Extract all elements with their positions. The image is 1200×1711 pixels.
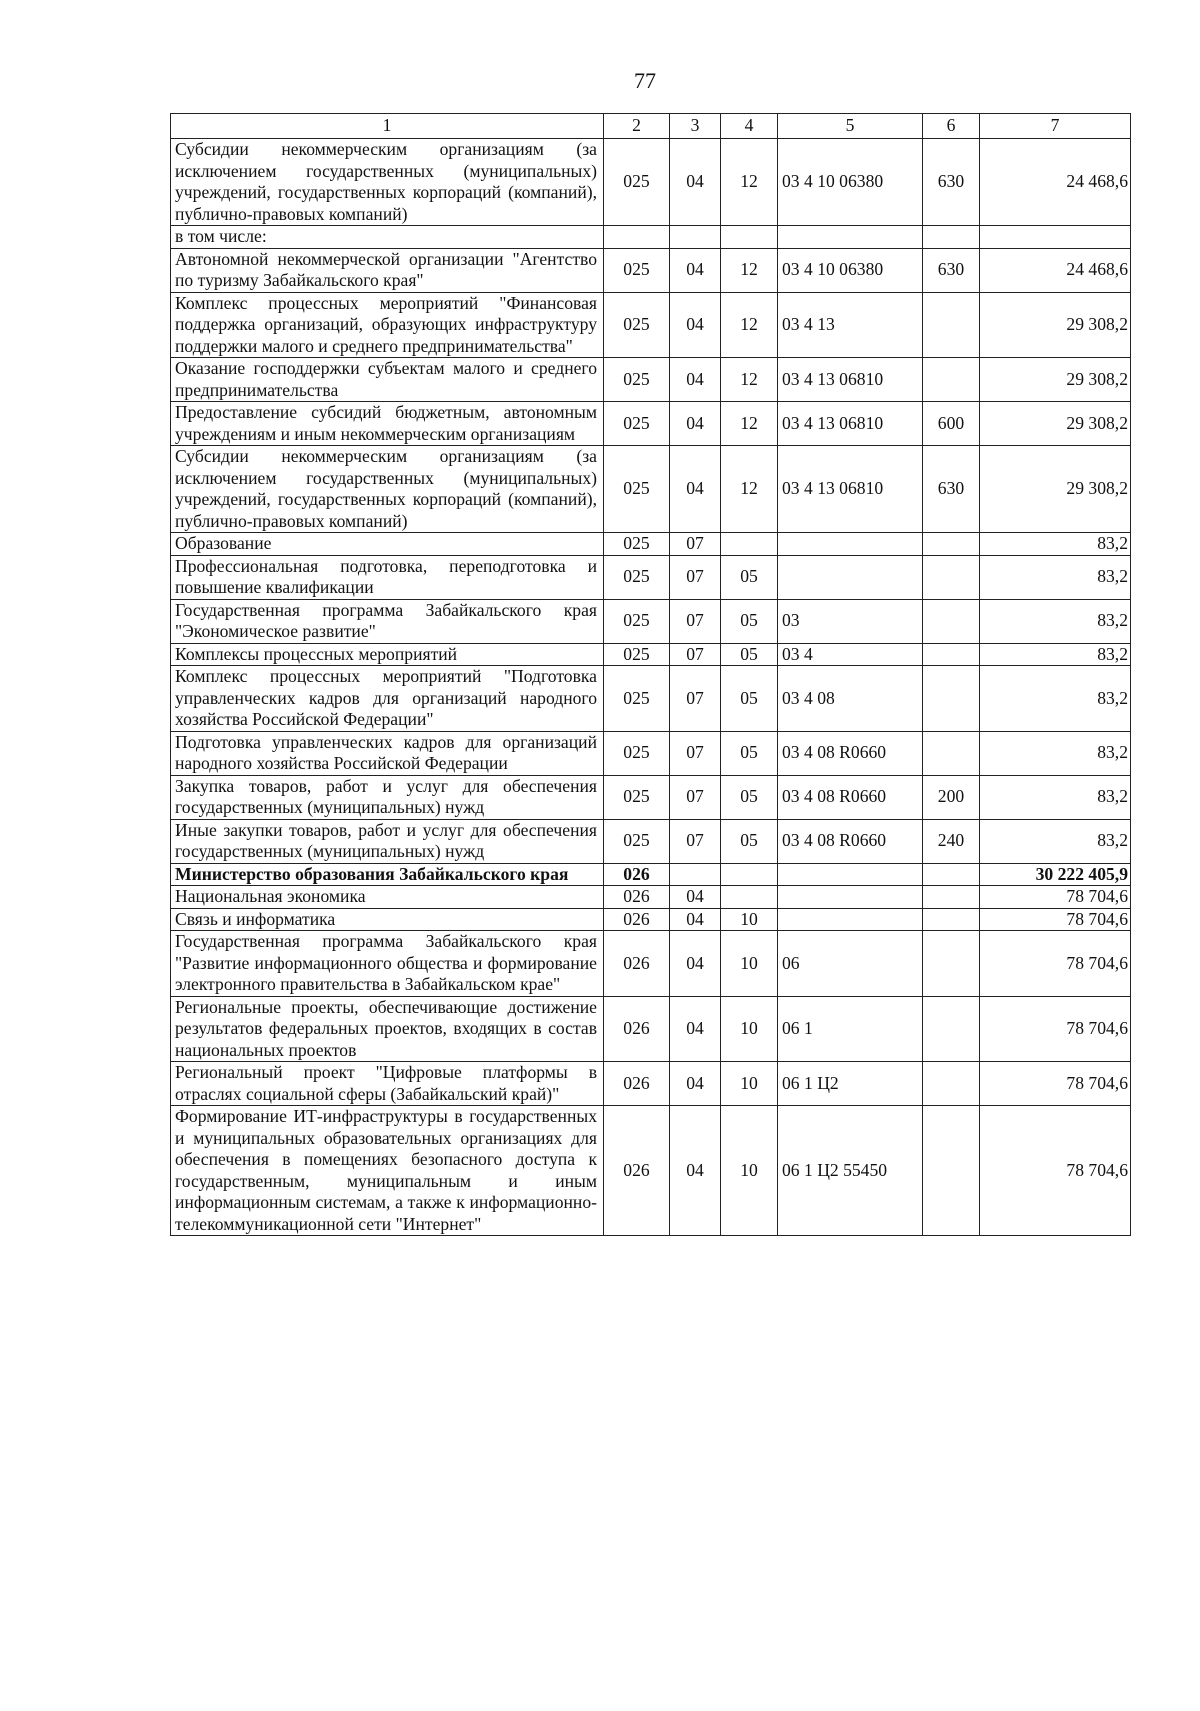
cell-amount: 83,2 (980, 731, 1131, 775)
cell-section: 04 (670, 886, 721, 909)
column-header: 6 (923, 114, 980, 139)
row-name: Комплексы процессных мероприятий (171, 643, 604, 666)
cell-subsection: 05 (721, 643, 778, 666)
table-row (171, 358, 1131, 402)
cell-target-article (778, 533, 923, 556)
table-row (171, 533, 1131, 556)
cell-subsection: 05 (721, 819, 778, 863)
cell-target-article: 03 4 10 06380 (778, 248, 923, 292)
budget-table (170, 113, 1131, 1236)
cell-subsection: 10 (721, 908, 778, 931)
cell-code: 025 (604, 775, 670, 819)
cell-code: 025 (604, 533, 670, 556)
cell-expense-type (923, 599, 980, 643)
cell-amount: 78 704,6 (980, 886, 1131, 909)
cell-section: 04 (670, 996, 721, 1062)
cell-subsection: 12 (721, 139, 778, 226)
cell-code: 026 (604, 1062, 670, 1106)
cell-target-article: 03 4 13 06810 (778, 358, 923, 402)
cell-amount: 29 308,2 (980, 358, 1131, 402)
row-name: Профессиональная подготовка, переподготовка и повышение квалификации (171, 555, 604, 599)
column-header: 5 (778, 114, 923, 139)
table-row (171, 1062, 1131, 1106)
row-name: Формирование ИТ-инфраструктуры в государственных и муниципальных образовательных организациях для обеспечения в помещениях безопасного доступа к государственным, муниципальным и иным информационным системам, а также к информационно-телекоммуникационной сети "Интернет" (171, 1106, 604, 1236)
table-row (171, 908, 1131, 931)
cell-amount: 78 704,6 (980, 1062, 1131, 1106)
cell-target-article: 03 4 (778, 643, 923, 666)
cell-amount: 30 222 405,9 (980, 863, 1131, 886)
cell-expense-type: 630 (923, 446, 980, 533)
cell-code: 025 (604, 555, 670, 599)
cell-expense-type (923, 358, 980, 402)
cell-subsection (721, 863, 778, 886)
cell-section (670, 226, 721, 249)
cell-subsection: 12 (721, 248, 778, 292)
row-name: Региональный проект "Цифровые платформы в отраслях социальной сферы (Забайкальский край)" (171, 1062, 604, 1106)
cell-target-article (778, 908, 923, 931)
cell-amount: 83,2 (980, 533, 1131, 556)
cell-expense-type: 630 (923, 248, 980, 292)
cell-subsection: 05 (721, 775, 778, 819)
cell-amount: 29 308,2 (980, 402, 1131, 446)
row-name: Образование (171, 533, 604, 556)
cell-section: 07 (670, 666, 721, 732)
cell-amount: 83,2 (980, 775, 1131, 819)
cell-amount: 83,2 (980, 643, 1131, 666)
cell-section: 07 (670, 775, 721, 819)
cell-section: 04 (670, 402, 721, 446)
cell-subsection (721, 533, 778, 556)
cell-expense-type (923, 533, 980, 556)
row-name: Связь и информатика (171, 908, 604, 931)
cell-code: 026 (604, 996, 670, 1062)
cell-code: 025 (604, 402, 670, 446)
cell-code (604, 226, 670, 249)
cell-target-article: 06 (778, 931, 923, 997)
cell-subsection: 05 (721, 555, 778, 599)
cell-target-article: 03 4 10 06380 (778, 139, 923, 226)
cell-amount: 78 704,6 (980, 1106, 1131, 1236)
column-header: 1 (171, 114, 604, 139)
cell-target-article: 03 4 13 06810 (778, 402, 923, 446)
cell-section: 07 (670, 533, 721, 556)
row-name: в том числе: (171, 226, 604, 249)
column-header: 3 (670, 114, 721, 139)
cell-expense-type (923, 908, 980, 931)
cell-target-article: 03 4 08 R0660 (778, 775, 923, 819)
cell-expense-type (923, 996, 980, 1062)
cell-expense-type (923, 226, 980, 249)
cell-expense-type: 200 (923, 775, 980, 819)
cell-amount: 83,2 (980, 666, 1131, 732)
cell-amount: 29 308,2 (980, 292, 1131, 358)
table-row (171, 446, 1131, 533)
cell-code: 025 (604, 292, 670, 358)
cell-expense-type (923, 931, 980, 997)
row-name: Автономной некоммерческой организации "Агентство по туризму Забайкальского края" (171, 248, 604, 292)
cell-code: 026 (604, 1106, 670, 1236)
cell-amount: 24 468,6 (980, 139, 1131, 226)
row-name: Национальная экономика (171, 886, 604, 909)
row-name: Комплекс процессных мероприятий "Подготовка управленческих кадров для организаций народного хозяйства Российской Федерации" (171, 666, 604, 732)
cell-target-article: 03 4 13 06810 (778, 446, 923, 533)
cell-section: 04 (670, 358, 721, 402)
cell-code: 025 (604, 643, 670, 666)
cell-section: 07 (670, 731, 721, 775)
row-name: Предоставление субсидий бюджетным, автономным учреждениям и иным некоммерческим организациям (171, 402, 604, 446)
cell-expense-type (923, 643, 980, 666)
cell-subsection (721, 886, 778, 909)
table-row (171, 1106, 1131, 1236)
cell-subsection: 12 (721, 292, 778, 358)
cell-target-article: 03 4 08 (778, 666, 923, 732)
row-name: Государственная программа Забайкальского края "Экономическое развитие" (171, 599, 604, 643)
table-row (171, 599, 1131, 643)
cell-code: 025 (604, 666, 670, 732)
table-row (171, 996, 1131, 1062)
cell-section: 04 (670, 1062, 721, 1106)
cell-target-article: 03 (778, 599, 923, 643)
column-header: 4 (721, 114, 778, 139)
cell-code: 025 (604, 446, 670, 533)
table-header-row (171, 114, 1131, 139)
cell-section: 04 (670, 248, 721, 292)
cell-expense-type (923, 292, 980, 358)
cell-section: 04 (670, 908, 721, 931)
cell-expense-type (923, 1106, 980, 1236)
cell-code: 026 (604, 931, 670, 997)
cell-amount: 78 704,6 (980, 996, 1131, 1062)
cell-expense-type: 600 (923, 402, 980, 446)
cell-amount: 29 308,2 (980, 446, 1131, 533)
row-name: Закупка товаров, работ и услуг для обеспечения государственных (муниципальных) нужд (171, 775, 604, 819)
cell-expense-type: 630 (923, 139, 980, 226)
cell-amount: 83,2 (980, 819, 1131, 863)
cell-subsection: 10 (721, 1106, 778, 1236)
table-row (171, 666, 1131, 732)
page-number: 77 (634, 68, 656, 93)
cell-target-article: 06 1 (778, 996, 923, 1062)
cell-target-article (778, 555, 923, 599)
cell-code: 026 (604, 886, 670, 909)
cell-expense-type (923, 731, 980, 775)
cell-expense-type (923, 863, 980, 886)
row-name: Министерство образования Забайкальского края (171, 863, 604, 886)
cell-target-article: 03 4 13 (778, 292, 923, 358)
column-header: 2 (604, 114, 670, 139)
cell-subsection: 05 (721, 599, 778, 643)
cell-subsection: 12 (721, 358, 778, 402)
table-row (171, 226, 1131, 249)
row-name: Региональные проекты, обеспечивающие достижение результатов федеральных проектов, входящих в состав национальных проектов (171, 996, 604, 1062)
cell-code: 026 (604, 863, 670, 886)
cell-subsection: 10 (721, 931, 778, 997)
cell-code: 025 (604, 139, 670, 226)
table-row (171, 886, 1131, 909)
table-row (171, 292, 1131, 358)
cell-expense-type (923, 886, 980, 909)
cell-section: 07 (670, 555, 721, 599)
cell-subsection: 12 (721, 402, 778, 446)
cell-section: 07 (670, 599, 721, 643)
cell-amount: 78 704,6 (980, 908, 1131, 931)
table-row (171, 248, 1131, 292)
table-row (171, 931, 1131, 997)
cell-amount: 78 704,6 (980, 931, 1131, 997)
cell-section (670, 863, 721, 886)
row-name: Оказание господдержки субъектам малого и среднего предпринимательства (171, 358, 604, 402)
cell-section: 04 (670, 139, 721, 226)
table-row (171, 731, 1131, 775)
cell-target-article: 06 1 Ц2 (778, 1062, 923, 1106)
cell-section: 04 (670, 931, 721, 997)
table-row (171, 775, 1131, 819)
cell-amount (980, 226, 1131, 249)
cell-code: 025 (604, 248, 670, 292)
cell-subsection: 10 (721, 1062, 778, 1106)
column-header: 7 (980, 114, 1131, 139)
cell-target-article (778, 226, 923, 249)
cell-amount: 83,2 (980, 555, 1131, 599)
row-name: Государственная программа Забайкальского края "Развитие информационного общества и формирование электронного правительства в Забайкальском крае" (171, 931, 604, 997)
table-row (171, 643, 1131, 666)
cell-expense-type (923, 555, 980, 599)
cell-subsection (721, 226, 778, 249)
table-row (171, 555, 1131, 599)
row-name: Иные закупки товаров, работ и услуг для обеспечения государственных (муниципальных) нужд (171, 819, 604, 863)
table-row (171, 819, 1131, 863)
cell-amount: 24 468,6 (980, 248, 1131, 292)
cell-subsection: 12 (721, 446, 778, 533)
cell-amount: 83,2 (980, 599, 1131, 643)
cell-expense-type: 240 (923, 819, 980, 863)
row-name: Субсидии некоммерческим организациям (за исключением государственных (муниципальных) учреждений, государственных корпораций (компаний), публично-правовых компаний) (171, 139, 604, 226)
row-name: Комплекс процессных мероприятий "Финансовая поддержка организаций, образующих инфраструктуру поддержки малого и среднего предпринимательства" (171, 292, 604, 358)
cell-section: 07 (670, 643, 721, 666)
cell-section: 04 (670, 1106, 721, 1236)
row-name: Субсидии некоммерческим организациям (за исключением государственных (муниципальных) учреждений, государственных корпораций (компаний), публично-правовых компаний) (171, 446, 604, 533)
cell-target-article (778, 863, 923, 886)
cell-code: 025 (604, 731, 670, 775)
cell-target-article: 03 4 08 R0660 (778, 731, 923, 775)
cell-subsection: 05 (721, 731, 778, 775)
cell-code: 025 (604, 819, 670, 863)
cell-section: 07 (670, 819, 721, 863)
cell-section: 04 (670, 446, 721, 533)
table-row (171, 402, 1131, 446)
cell-expense-type (923, 666, 980, 732)
cell-code: 025 (604, 599, 670, 643)
cell-section: 04 (670, 292, 721, 358)
cell-target-article (778, 886, 923, 909)
cell-target-article: 06 1 Ц2 55450 (778, 1106, 923, 1236)
cell-expense-type (923, 1062, 980, 1106)
cell-subsection: 10 (721, 996, 778, 1062)
cell-subsection: 05 (721, 666, 778, 732)
row-name: Подготовка управленческих кадров для организаций народного хозяйства Российской Федерации (171, 731, 604, 775)
table-row (171, 863, 1131, 886)
cell-code: 026 (604, 908, 670, 931)
cell-code: 025 (604, 358, 670, 402)
cell-target-article: 03 4 08 R0660 (778, 819, 923, 863)
table-row (171, 139, 1131, 226)
